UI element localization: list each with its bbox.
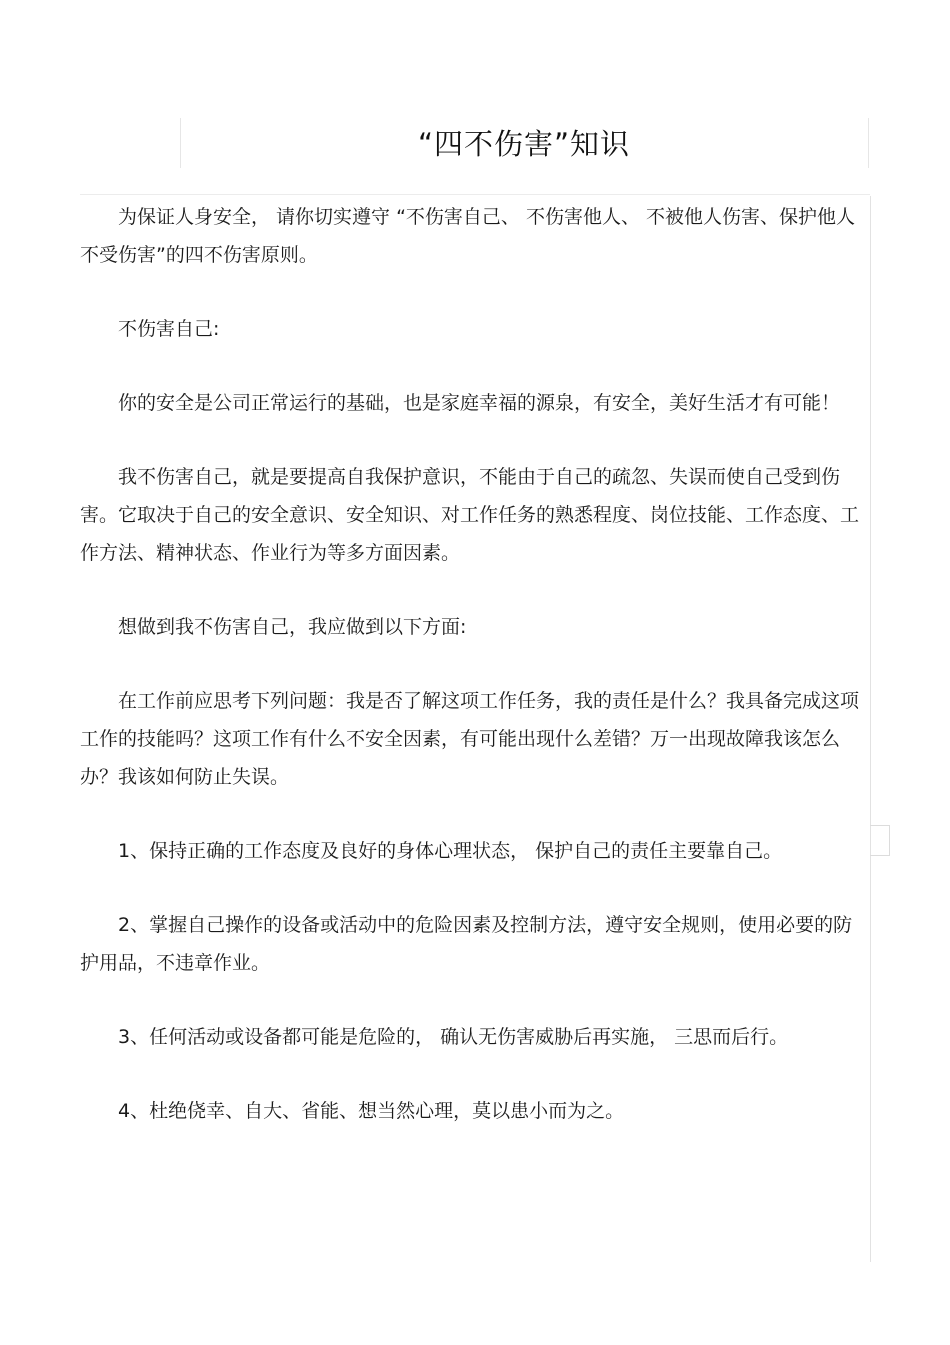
- frame-divider: [870, 825, 890, 826]
- paragraph: 你的安全是公司正常运行的基础，也是家庭幸福的源泉，有安全，美好生活才有可能！: [118, 392, 841, 414]
- frame-divider: [870, 196, 871, 1262]
- list-item: 2、掌握自己操作的设备或活动中的危险因素及控制方法，遵守安全规则，使用必要的防护用品，不违章作业。: [80, 914, 853, 974]
- list-item: 1、保持正确的工作态度及良好的身体心理状态， 保护自己的责任主要靠自己。: [118, 840, 783, 862]
- paragraph-heading: 不伤害自己:: [118, 318, 220, 340]
- frame-divider: [870, 855, 890, 856]
- paragraph-intro: 为保证人身安全， 请你切实遵守 “不伤害自己、 不伤害他人、 不被他人伤害、保护他人不受伤害”的四不伤害原则。: [80, 206, 856, 266]
- paragraph: 在工作前应思考下列问题：我是否了解这项工作任务，我的责任是什么？我具备完成这项工作的技能吗？这项工作有什么不安全因素，有可能出现什么差错？万一出现故障我该怎么办？我该如何防止失误。: [80, 690, 860, 788]
- frame-divider: [889, 825, 890, 855]
- frame-divider: [868, 118, 869, 168]
- paragraph: 想做到我不伤害自己，我应做到以下方面:: [118, 616, 467, 638]
- document-body: [80, 198, 860, 1130]
- list-item: 4、杜绝侥幸、自大、省能、想当然心理，莫以患小而为之。: [118, 1100, 625, 1122]
- paragraph: 我不伤害自己，就是要提高自我保护意识，不能由于自己的疏忽、失误而使自己受到伤害。它取决于自己的安全意识、安全知识、对工作任务的熟悉程度、岗位技能、工作态度、工作方法、精神状态、作业行为等多方面因素。: [80, 466, 860, 564]
- page-title: “四不伤害”知识: [417, 127, 631, 161]
- frame-divider: [80, 194, 870, 195]
- list-item: 3、任何活动或设备都可能是危险的， 确认无伤害威胁后再实施， 三思而后行。: [118, 1026, 789, 1048]
